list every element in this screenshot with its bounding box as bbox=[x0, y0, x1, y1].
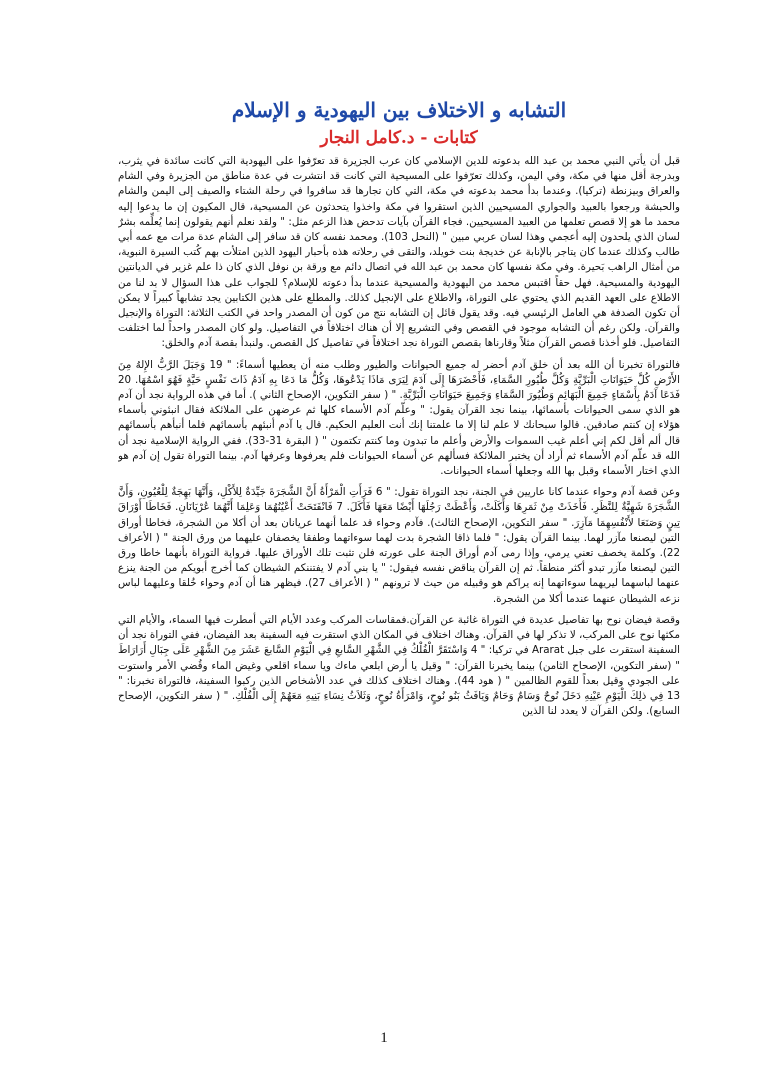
paragraph-adam-names: فالتوراة تخبرنا أن الله بعد أن خلق آدم أحضر له جميع الحيوانات والطيور وطلب منه أن يعطيها أسماءً: " 19 وَجَبَلَ الرَّبُّ الإِلهُ مِنَ الأَرْضِ كُلَّ حَيَوَانَاتِ الْبَرِّيَّةِ وَكُلَّ طُيُورِ السَّمَاءِ، فَأَحْضَرَهَا إِلَى آدَمَ لِيَرَى مَاذَا يَدْعُوهَا، وَكُلُّ مَا دَعَا بِهِ آدَمُ ذَاتَ نَفْسٍ حَيَّةٍ فَهُوَ اسْمُهَا. 20 فَدَعَا آدَمُ بِأَسْمَاءٍ جَمِيعَ الْبَهَائِمِ وَطُيُورَ السَّمَاءِ وَجَمِيعَ حَيَوَانَاتِ الْبَرِّيَّةِ. " ( سفر التكوين، الإصحاح الثاني ). أما في هذه الرواية نجد أن آدم هو الذي سمى الحيوانات بأسمائها، بينما نجد القرآن يقول: " وعلّم آدم الأسماء كلها ثم عرضهن على الملائكة فقال انبئوني بأسماء هؤلاء إن كنتم صادقين. قالوا سبحانك لا علم لنا إلا ما علمتنا إنك أنت العليم الحكيم. قال يا آدم أنبئهم بأسمائهم فلما أنبأهم بأسمائهم قال ألم أقل لكم إني أعلم غيب السموات والأرض وأعلم ما تبدون وما كنتم تكتمون " ( البقرة 31-33). ففي الرواية الإسلامية نجد أن الله قد علّم آدم الأسماء ثم أراد أن يختبر الملائكة فسألهم عن أسماء الحيوانات فلم يعرفوها وعرفها آدم. بينما التوراة تقول إن آدم هو الذي اختار الأسماء وقبل بها الله وجعلها أسماء الحيوانات. bbox=[118, 358, 680, 478]
paragraph-noah-flood: وقصة فيضان نوح بها تفاصيل عديدة في التوراة غائبة عن القرآن.فمقاسات المركب وعدد الأيام التي أمطرت فيها السماء، والأيام التي مكثها نوح على المركب، لا تذكر لها في القرآن. وهناك اختلاف في المكان الذي استقرت فيه السفينة بعد الفيضان، ففي التوراة نجد أن السفينة استقرت على جبل Ararat في تركيا: " 4 وَاسْتَقَرَّ الْفُلْكُ فِي الشَّهْرِ السَّابعِ فِي الْيَوْمِ السَّابعَ عَشَرَ مِنَ الشَّهْرِ عَلَى جِبَالِ أَرَارَاطَ " (سفر التكوين، الإصحاح الثامن) بينما يخبرنا القرآن: " وقيل يا أرض ابلعي ماءك ويا سماء اقلعي وغيض الماء وقُضي الأمر واستوت على الجودي وقيل بعداً للقوم الظالمين " ( هود 44). وهناك اختلاف كذلك في عدد الأشخاص الذين ركبوا السفينة، فالتوراة تخبرنا: " 13 فِي ذلِكَ الْيَوْمِ عَيْنِهِ دَخَلَ نُوحٌ وَسَامٌ وَحَامٌ وَيَافَثُ بَنُو نُوحٍ، وَامْرَأَةُ نُوحٍ، وَثَلاَثُ نِسَاءِ بَنِيهِ مَعَهُمْ إِلَى الْفُلْكِ. " ( سفر التكوين، الإصحاح السابع). ولكن القرآن لا يعدد لنا الذين bbox=[118, 613, 680, 718]
page-number: 1 bbox=[380, 1030, 388, 1046]
paragraph-intro: قبل أن يأتي النبي محمد بن عبد الله بدعوته للدين الإسلامي كان عرب الجزيرة قد تعرّفوا على اليهودية التي كانت سائدة في يثرب، وبدرجة أقل منها في مكة، وفي اليمن، وكذلك تعرّفوا على المسيحية التي كانت قد انتشرت في عدة مناطق من الجزيرة وفي الشام والعراق وبيزنطة (تركيا). وعندما بدأ محمد بدعوته في مكة، التي كان تجارها قد سافروا في رحلة الشتاء والصيف إلى اليمن والشام والحبشة ورجعوا بالعبيد والجواري المسيحيين الذين استقروا في مكة واخذوا يتحدثون عن المسيحية، قال المكيون إن ما يدعوا إليه محمد ما هو إلا قصص تعلمها من العبيد المسيحيين. فجاء القرآن بآيات تدحض هذا الزعم مثل: " ولقد نعلم أنهم يقولون إنما يُعلِّمه بشرٌ لسان الذي يلحدون إليه أعجمي وهذا لسان عربي مبين " (النحل 103). ومحمد نفسه كان قد سافر إلى الشام عدة مرات مع عمه أبي طالب وكذلك عندما كان يتاجر بالإنابة عن خديجة بنت خويلد، والتقى في رحلاته هذه بأحبار اليهود الذين امتلأت بهم كُتب السيرة النبوية، من أمثال الراهب بَحيرة. وفي مكة نفسها كان محمد بن عبد الله في اتصال دائم مع ورقة بن نوفل الذي كان ذا علم غزير في الديانتين اليهودية والمسيحية. فهل حقاً اقتبس محمد من اليهودية والمسيحية عندما بدأ دعوته للإسلام؟ للجواب على هذا السؤال لا بد لنا من الاطلاع على العهد القديم الذي يحتوي على التوراة، والاطلاع على الإنجيل كذلك. والمطلع على هذين الكتابين يجد تشابهاً كبيراً لا يمكن أن تكون الصدفة هي العامل الرئيسي فيه. وقد يقول قائل إن التشابه نتج من كون أن المصدر واحد في الكتب الثلاثة: التوراة والإنجيل والقرآن. ولكن رغم أن التشابه موجود في القصص وفي التشريع إلا أن هناك اختلافاً في التفاصيل. ولو كان المصدر واحداً لما اختلفت التفاصيل. فلو أخذنا قصص القرآن مثلاً وقارناها بقصص التوراة نجد اختلافاً في تفاصيل كل القصص. ولنبدأ بقصة آدم والخلق: bbox=[118, 155, 680, 350]
paragraph-adam-eve: وعن قصة آدم وحواء عندما كانا عاريين في الجنة، نجد التوراة تقول: " 6 فَرَأَتِ الْمَرْأَةُ أَنَّ الشَّجَرَةَ جَيِّدَةٌ لِلأَكْلِ، وَأَنَّهَا بَهِجَةٌ لِلْعُيُونِ، وَأَنَّ الشَّجَرَةَ شَهِيَّةٌ لِلنَّظَرِ. فَأَخَذَتْ مِنْ ثَمَرِهَا وَأَكَلَتْ، وَأَعْطَتْ رَجُلَهَا أَيْضًا مَعَهَا فَأَكَلَ. 7 فَانْفَتَحَتْ أَعْيُنُهُمَا وَعَلِمَا أَنَّهُمَا عُرْيَانَانِ. فَخَاطَا أَوْرَاقَ تِينٍ وَصَنَعَا لأَنْفُسِهِمَا مَآزِرَ. " سفر التكوين، الإصحاح الثالث). فآدم وحواء قد علما أنهما عريانان بعد أن أكلا من الشجرة، فخاطا أوراق التين ليصنعا مآزر لهما. بينما القرآن يقول: " فلما ذاقا الشجرة بدت لهما سوءاتهما وطفقا يخصفان عليهما من ورق الجنة " ( الأعراف 22). وكلمة يخصف تعني يرمي، وإذا رمى آدم أوراق الجنة على عورته فلن تثبت تلك الأوراق عليها. فرواية التوراة بأنهما خاطا ورق التين ليصنعا مآزر تبدو أكثر منطقاً. ثم إن القرآن يناقض نفسه فيقول: " يا بني آدم لا يفتننكم الشيطان كما أخرج أبويكم من الجنة ينزع عنهما لباسهما ليريهما سوءاتهما إنه يراكم هو وقبيله من حيث لا ترونهم " ( الأعراف 27). فيظهر هنا أن آدم وحواء خُلقا وعليهما لباس نزعه الشيطان عنهما عندما أكلا من الشجرة. bbox=[118, 486, 680, 605]
article-title: التشابه و الاختلاف بين اليهودية و الإسلام bbox=[231, 98, 567, 122]
document-page bbox=[118, 98, 680, 1028]
author-byline: كتابات - د.كامل النجار bbox=[320, 128, 478, 148]
article-body bbox=[118, 154, 680, 719]
